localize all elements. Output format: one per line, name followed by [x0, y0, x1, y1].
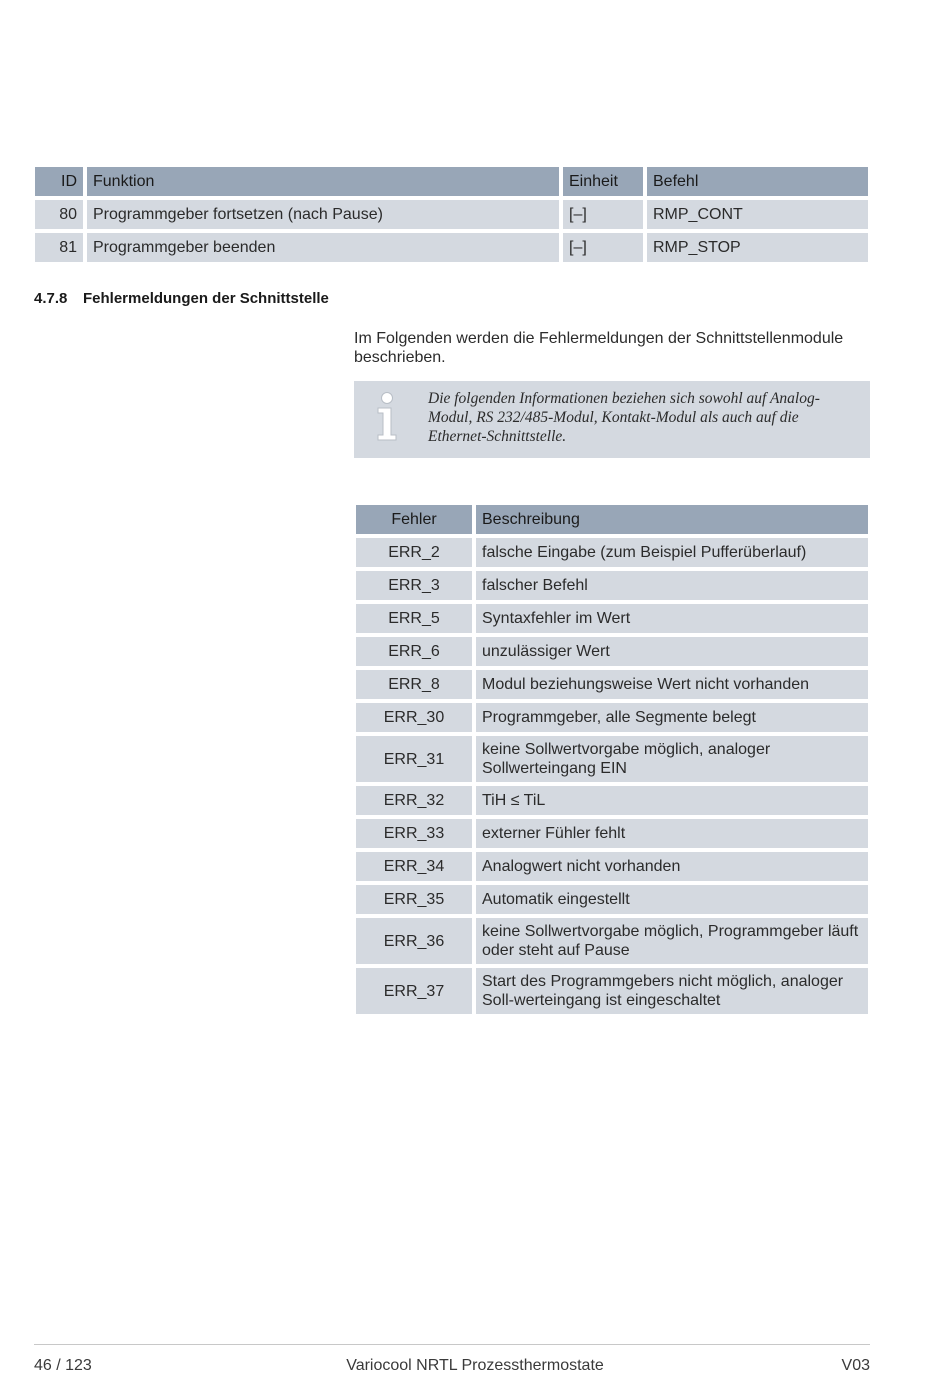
header-error: Fehler: [356, 505, 472, 534]
table-row: [356, 819, 868, 848]
command-table: [31, 163, 872, 266]
command-table-header: [35, 167, 868, 196]
section-heading: [34, 290, 329, 307]
cell-id: 80: [35, 200, 83, 229]
cell-description: Automatik eingestellt: [476, 885, 868, 914]
table-row: [35, 200, 868, 229]
cell-error: ERR_34: [356, 852, 472, 881]
cell-description: Start des Programmgebers nicht möglich, analoger Soll-werteingang ist eingeschaltet: [476, 968, 868, 1014]
cell-error: ERR_3: [356, 571, 472, 600]
table-row: [356, 885, 868, 914]
cell-error: ERR_35: [356, 885, 472, 914]
cell-description: keine Sollwertvorgabe möglich, Programmgeber läuft oder steht auf Pause: [476, 918, 868, 964]
cell-description: externer Fühler fehlt: [476, 819, 868, 848]
cell-error: ERR_32: [356, 786, 472, 815]
table-row: [356, 703, 868, 732]
cell-error: ERR_2: [356, 538, 472, 567]
header-description: Beschreibung: [476, 505, 868, 534]
cell-command: RMP_STOP: [647, 233, 868, 262]
section-number: 4.7.8: [34, 290, 68, 307]
cell-description: Syntaxfehler im Wert: [476, 604, 868, 633]
cell-error: ERR_36: [356, 918, 472, 964]
footer-version: V03: [841, 1357, 870, 1374]
cell-description: Programmgeber, alle Segmente belegt: [476, 703, 868, 732]
table-row: [356, 604, 868, 633]
table-row: [356, 571, 868, 600]
cell-description: keine Sollwertvorgabe möglich, analoger Sollwerteingang EIN: [476, 736, 868, 782]
intro-paragraph: Im Folgenden werden die Fehlermeldungen der Schnittstellenmodule beschrieben.: [354, 330, 844, 366]
cell-description: Modul beziehungsweise Wert nicht vorhanden: [476, 670, 868, 699]
cell-command: RMP_CONT: [647, 200, 868, 229]
cell-function: Programmgeber beenden: [87, 233, 559, 262]
cell-error: ERR_37: [356, 968, 472, 1014]
footer-divider: [34, 1344, 870, 1345]
header-command: Befehl: [647, 167, 868, 196]
table-row: [356, 968, 868, 1014]
error-table-header: [356, 505, 868, 534]
table-row: [356, 736, 868, 782]
header-unit: Einheit: [563, 167, 643, 196]
cell-error: ERR_8: [356, 670, 472, 699]
table-row: [356, 637, 868, 666]
cell-error: ERR_30: [356, 703, 472, 732]
cell-unit: [–]: [563, 233, 643, 262]
table-row: [35, 233, 868, 262]
cell-error: ERR_5: [356, 604, 472, 633]
cell-description: TiH ≤ TiL: [476, 786, 868, 815]
error-table: [352, 501, 872, 1018]
section-title: Fehlermeldungen der Schnittstelle: [83, 290, 329, 307]
info-text: Die folgenden Informationen beziehen sich sowohl auf Analog-Modul, RS 232/485-Modul, Kontakt-Modul als auch auf die Ethernet-Schnittstelle.: [428, 390, 820, 445]
header-id: ID: [35, 167, 83, 196]
table-row: [356, 786, 868, 815]
cell-unit: [–]: [563, 200, 643, 229]
info-icon: [374, 391, 400, 443]
footer-document-title: Variocool NRTL Prozessthermostate: [346, 1357, 604, 1374]
cell-error: ERR_33: [356, 819, 472, 848]
cell-error: ERR_6: [356, 637, 472, 666]
cell-description: unzulässiger Wert: [476, 637, 868, 666]
info-box: [354, 381, 870, 458]
footer-page-number: 46 / 123: [34, 1357, 92, 1374]
table-row: [356, 918, 868, 964]
cell-description: Analogwert nicht vorhanden: [476, 852, 868, 881]
cell-description: falsche Eingabe (zum Beispiel Pufferüberlauf): [476, 538, 868, 567]
table-row: [356, 670, 868, 699]
table-row: [356, 538, 868, 567]
cell-description: falscher Befehl: [476, 571, 868, 600]
cell-function: Programmgeber fortsetzen (nach Pause): [87, 200, 559, 229]
cell-error: ERR_31: [356, 736, 472, 782]
table-row: [356, 852, 868, 881]
header-function: Funktion: [87, 167, 559, 196]
cell-id: 81: [35, 233, 83, 262]
